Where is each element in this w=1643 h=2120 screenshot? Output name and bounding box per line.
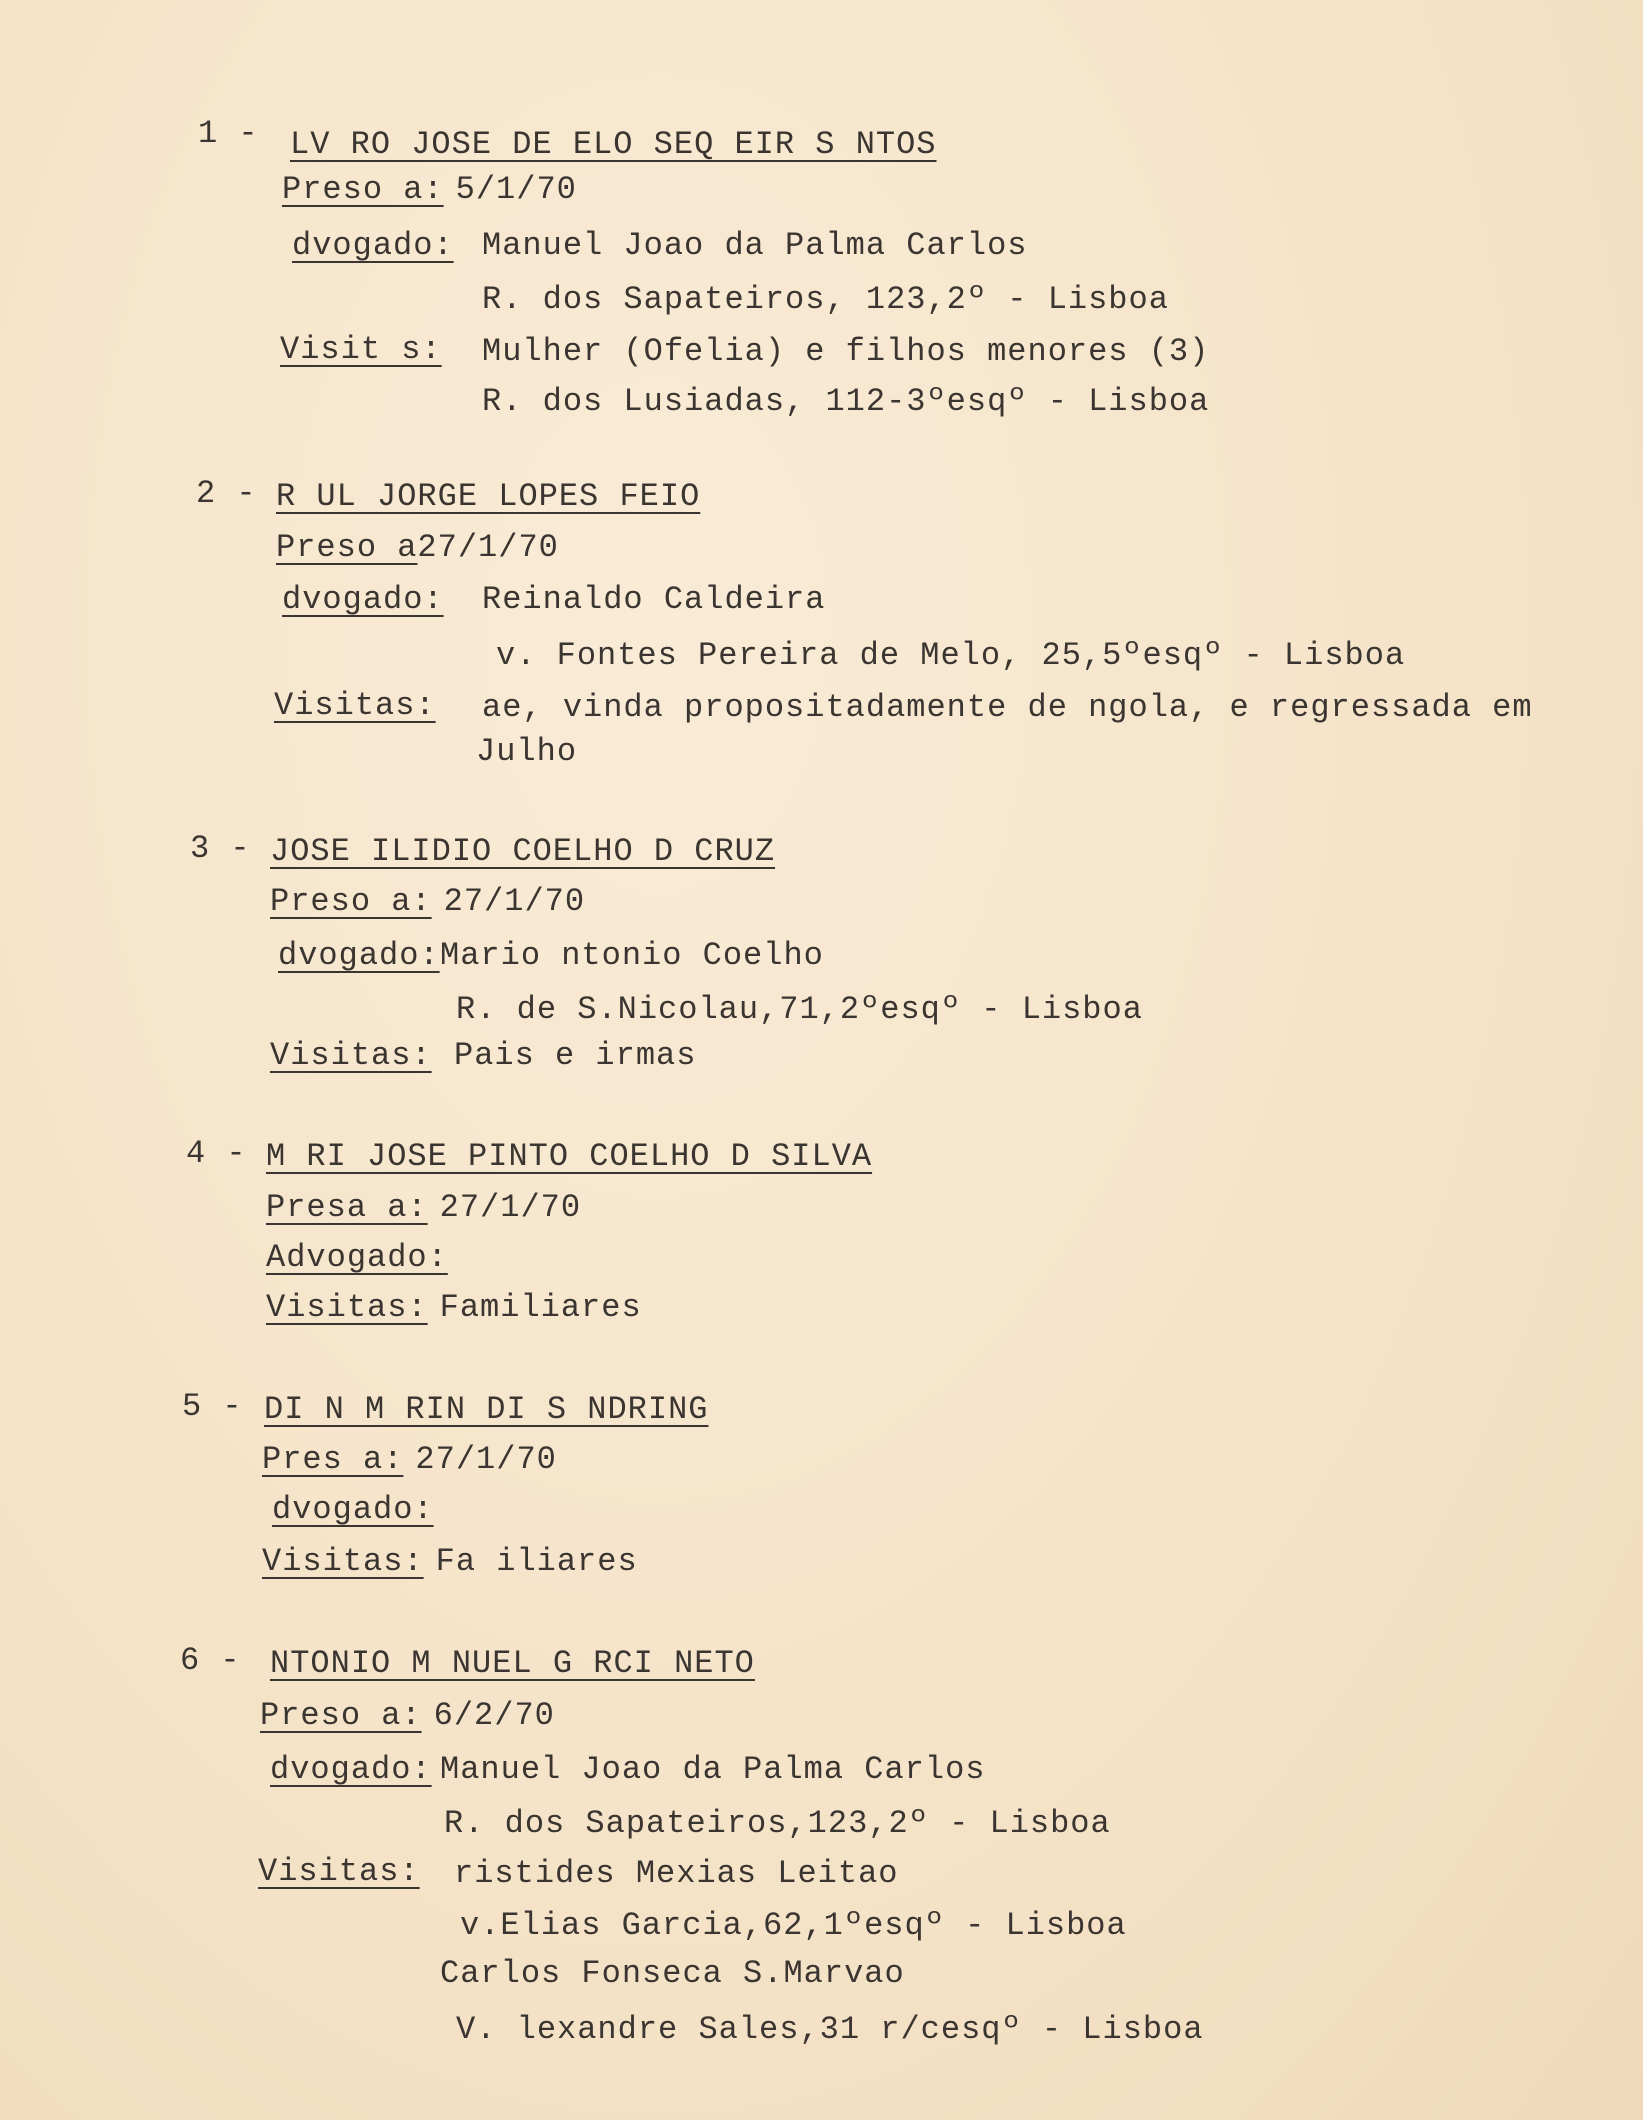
preso-label: Preso a: [260, 1697, 422, 1734]
advogado-label: Advogado: [266, 1239, 448, 1276]
visitas-label: Visitas: [266, 1289, 428, 1326]
preso-date: 27/1/70 [443, 883, 586, 920]
visitas-line: Pais e irmas [454, 1037, 697, 1074]
visitas-line: Carlos Fonseca S.Marvao [440, 1955, 905, 1992]
advogado-name: Manuel Joao da Palma Carlos [482, 227, 1028, 264]
preso-label: Preso a: [270, 883, 432, 920]
visitas-line: v.Elias Garcia,62,1ºesqº - Lisboa [460, 1907, 1127, 1944]
visitas-row [266, 1288, 642, 1328]
preso-row [266, 1188, 581, 1228]
entry-number: 3 - [190, 830, 251, 867]
visitas-line: Julho [476, 733, 578, 770]
advogado-address: R. de S.Nicolau,71,2ºesqº - Lisboa [456, 991, 1143, 1028]
visitas-line: Mulher (Ofelia) e filhos menores (3) [482, 333, 1210, 370]
preso-label: Presa a: [266, 1189, 428, 1226]
visitas-label: Visitas: [274, 687, 436, 724]
preso-label: Preso a: [282, 171, 444, 208]
entry-number: 6 - [180, 1642, 241, 1679]
advogado-address: v. Fontes Pereira de Melo, 25,5ºesqº - Lisboa [496, 637, 1406, 674]
visitas-line: Fa iliares [435, 1543, 638, 1580]
visitas-row [262, 1542, 638, 1582]
advogado-name: Reinaldo Caldeira [482, 581, 826, 618]
advogado-label: dvogado: [270, 1751, 432, 1788]
preso-row [276, 528, 559, 568]
preso-date: 27/1/70 [439, 1189, 582, 1226]
preso-date: 6/2/70 [433, 1697, 555, 1734]
visitas-label: Visitas: [258, 1853, 420, 1890]
visitas-line: ae, vinda propositadamente de ngola, e regressada em [482, 689, 1533, 726]
advogado-label: dvogado: [272, 1491, 434, 1528]
visitas-label: Visitas: [262, 1543, 424, 1580]
visitas-label: Visit s: [280, 331, 442, 368]
preso-date: 5/1/70 [455, 171, 577, 208]
visitas-line: ristides Mexias Leitao [454, 1855, 899, 1892]
advogado-label: dvogado: [292, 227, 454, 264]
advogado-label: dvogado: [278, 937, 440, 974]
prisoner-name: R UL JORGE LOPES FEIO [276, 478, 701, 515]
prisoner-name: M RI JOSE PINTO COELHO D SILVA [266, 1138, 873, 1175]
entry-number: 1 - [198, 115, 259, 152]
prisoner-name: JOSE ILIDIO COELHO D CRUZ [270, 833, 776, 870]
advogado-name: Mario ntonio Coelho [440, 937, 824, 974]
entry-number: 2 - [196, 475, 257, 512]
visitas-line: Familiares [439, 1289, 642, 1326]
advogado-label: dvogado: [282, 581, 444, 618]
advogado-address: R. dos Sapateiros,123,2º - Lisboa [444, 1805, 1111, 1842]
preso-date: 27/1/70 [417, 529, 559, 566]
preso-label: Preso a [276, 529, 418, 566]
preso-row [270, 882, 585, 922]
preso-date: 27/1/70 [415, 1441, 557, 1478]
advogado-name: Manuel Joao da Palma Carlos [440, 1751, 986, 1788]
prisoner-name: DI N M RIN DI S NDRING [264, 1391, 709, 1428]
preso-row [262, 1440, 557, 1480]
visitas-line: V. lexandre Sales,31 r/cesqº - Lisboa [456, 2011, 1204, 2048]
prisoner-name: NTONIO M NUEL G RCI NETO [270, 1645, 755, 1682]
advogado-address: R. dos Sapateiros, 123,2º - Lisboa [482, 281, 1169, 318]
preso-row [260, 1696, 555, 1736]
prisoner-name: LV RO JOSE DE ELO SEQ EIR S NTOS [290, 126, 937, 163]
entry-number: 4 - [186, 1135, 247, 1172]
visitas-label: Visitas: [270, 1037, 432, 1074]
preso-row [282, 170, 577, 210]
visitas-line: R. dos Lusiadas, 112-3ºesqº - Lisboa [482, 383, 1210, 420]
preso-label: Pres a: [262, 1441, 404, 1478]
entry-number: 5 - [182, 1388, 243, 1425]
